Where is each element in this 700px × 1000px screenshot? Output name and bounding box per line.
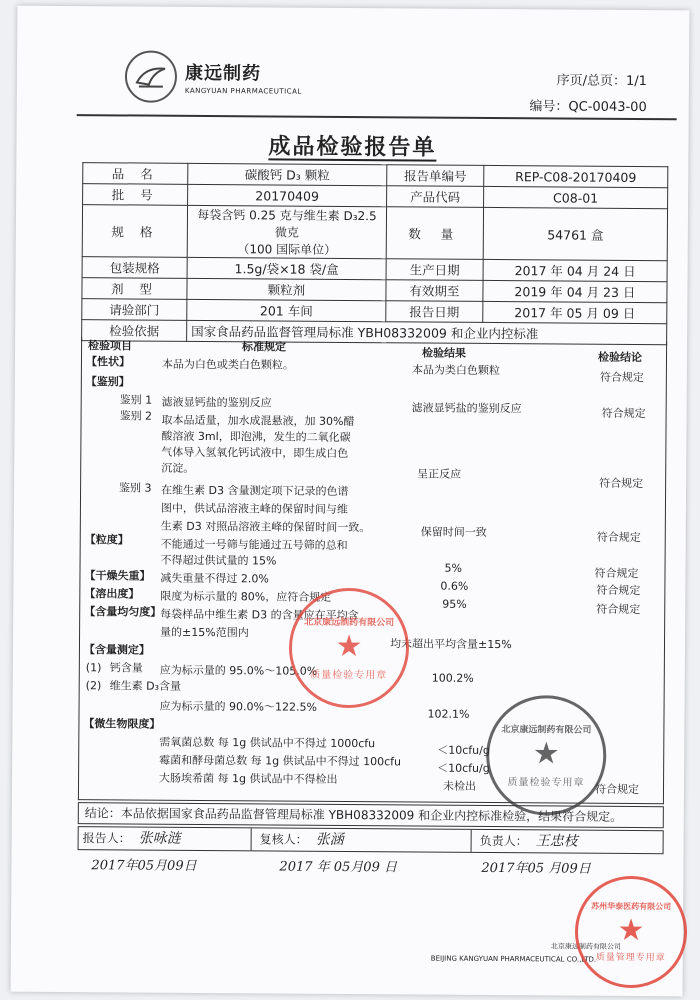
quality-seal-1	[289, 588, 410, 709]
item-wsw: 【微生物限度】	[83, 717, 161, 731]
page-number: 序页/总页：1/1	[556, 73, 647, 90]
wsw2-standard: 霉菌和酵母菌总数 每 1g 供试品中不得过 100cfu	[159, 753, 402, 769]
reporter-label: 报告人：	[82, 831, 131, 846]
star-icon: ★	[532, 736, 560, 772]
report-no-label: 报告单编号	[387, 165, 484, 187]
reviewer-date: 2017 年 05月09 日	[279, 859, 398, 876]
hljyd-result: 均未超出平均含量±15%	[389, 637, 512, 652]
manager-signature: 王忠枝	[535, 833, 578, 850]
jb3-standard-2: 图中，供试品溶液主峰的保留时间与维	[160, 501, 348, 516]
seal-1-top: 北京康远制药有限公司	[304, 617, 395, 629]
lidu-standard-1: 不能通过一号筛与能通过五号筛的总和	[160, 537, 348, 552]
report-page	[11, 6, 690, 997]
hl1-name: 钙含量	[109, 661, 143, 675]
hl2-no: (2)	[85, 679, 102, 693]
hl1-no: (1)	[85, 661, 102, 675]
item-jianbie: 【鉴别】	[85, 375, 130, 389]
reporter-date: 2017年05月09日	[91, 858, 197, 874]
gzsz-conclusion: 符合规定	[596, 583, 641, 598]
reviewer-cell	[251, 828, 344, 851]
jb1-result: 滤液显钙盐的鉴别反应	[411, 401, 522, 416]
reviewer-label: 复核人：	[259, 832, 308, 847]
quality-seal-3	[575, 876, 688, 989]
seal-2-top: 北京康远制药有限公司	[501, 725, 592, 736]
footer-company-cn: 北京康远制药有限公司	[550, 942, 621, 951]
spec-line-2: （100 国际单位）	[237, 242, 337, 257]
company-name: 康远制药	[184, 62, 262, 85]
header-result: 检验结果	[421, 346, 467, 360]
hljyd-standard-2: 量的±15%范围内	[160, 625, 249, 640]
star-icon: ★	[335, 628, 363, 665]
seal-3-bottom: 质量管理专用章	[595, 952, 666, 964]
header-item: 检验项目	[88, 339, 133, 353]
rcd-standard: 限度为标示量的 80%，应符合规定	[160, 589, 332, 604]
qty-label: 数 量	[386, 207, 483, 260]
hl1-standard: 应为标示量的 95.0%～105.0%	[159, 663, 318, 678]
exp-value: 2019 年 04 月 23 日	[483, 280, 667, 302]
form-label: 剂 型	[82, 278, 187, 300]
wsw2-result: ＜10cfu/g	[437, 761, 490, 775]
product-info-table	[81, 162, 668, 345]
report-no-value: REP-C08-20170409	[484, 165, 668, 187]
jb2-standard-3: 气体导入氢氧化钙试液中，即生成白色	[161, 445, 349, 460]
quality-seal-2	[486, 695, 607, 816]
pack-label: 包装规格	[82, 257, 187, 279]
jb3-result: 保留时间一致	[420, 525, 487, 539]
signature-row	[78, 826, 664, 854]
spec-line-1: 每袋含钙 0.25 克与维生素 D₃2.5 微克	[197, 207, 377, 240]
item-jb2: 鉴别 2	[119, 409, 153, 423]
hl2-standard: 应为标示量的 90.0%～122.5%	[159, 699, 317, 714]
lidu-standard-2: 不得超过供试量的 15%	[160, 553, 277, 568]
jb2-conclusion: 符合规定	[599, 476, 644, 491]
header-conclusion: 检验结论	[597, 350, 643, 365]
item-jb1: 鉴别 1	[119, 393, 153, 407]
batch-value: 20170409	[188, 184, 387, 206]
mfg-label: 生产日期	[386, 259, 483, 281]
seal-1-bottom: 质量检验专用章	[310, 669, 388, 682]
reviewer-signature: 张涵	[315, 831, 344, 848]
spec-label: 规 格	[82, 205, 187, 258]
manager-label: 负责人：	[479, 833, 528, 849]
mfg-value: 2017 年 04 月 24 日	[483, 259, 667, 281]
gzsz-result: 0.6%	[440, 579, 469, 593]
crane-icon	[135, 62, 167, 90]
exp-label: 有效期至	[386, 280, 483, 302]
basis-label: 检验依据	[82, 320, 187, 342]
pack-value: 1.5g/袋×18 袋/盒	[187, 257, 386, 279]
gzsz-standard: 减失重量不得过 2.0%	[160, 571, 269, 586]
seal-3-top: 苏州华泰医药有限公司	[591, 901, 672, 912]
product-label: 品 名	[83, 163, 188, 185]
jb3-standard-1: 在维生素 D3 含量测定项下记录的色谱	[161, 483, 349, 498]
hl1-result: 100.2%	[431, 671, 474, 685]
reporter-signature: 张咏涟	[138, 830, 181, 847]
wsw3-standard: 大肠埃希菌 每 1g 供试品中不得检出	[159, 771, 338, 786]
item-lidu: 【粒度】	[84, 533, 129, 547]
manager-date: 2017年05 月09日	[481, 860, 591, 877]
rcd-result: 95%	[442, 597, 467, 611]
company-logo	[125, 50, 177, 102]
xingzhuang-conclusion: 符合规定	[599, 370, 644, 385]
item-hljyd: 【含量均匀度】	[84, 605, 162, 619]
lidu-conclusion: 符合规定	[594, 566, 639, 581]
item-jb3: 鉴别 3	[119, 481, 152, 495]
header-rule	[77, 114, 677, 120]
rcd-conclusion: 符合规定	[596, 602, 641, 617]
report-date-label: 报告日期	[386, 301, 483, 323]
hl2-result: 102.1%	[427, 707, 470, 721]
report-date-value: 2017 年 05 月 09 日	[483, 301, 667, 323]
batch-label: 批 号	[83, 184, 188, 206]
jb2-standard-1: 取本品适量，加水成混悬液，加 30%醋	[161, 413, 355, 429]
jb3-standard-3: 生素 D3 对照品溶液主峰的保留时间一致。	[160, 519, 371, 535]
header-standard: 标准规定	[242, 340, 287, 354]
item-hlcd: 【含量测定】	[83, 643, 150, 657]
dept-value: 201 车间	[187, 299, 386, 321]
jb1-standard: 滤液显钙盐的鉴别反应	[161, 395, 272, 410]
wsw1-result: ＜10cfu/g	[437, 743, 490, 757]
spec-value	[187, 205, 386, 258]
reporter-cell	[83, 827, 181, 850]
item-rcd: 【溶出度】	[84, 587, 140, 601]
wsw1-standard: 需氧菌总数 每 1g 供试品中不得过 1000cfu	[159, 735, 376, 751]
wsw-conclusion: 符合规定	[594, 782, 640, 797]
xingzhuang-result: 本品为类白色颗粒	[411, 363, 500, 378]
jb2-standard-2: 酸溶液 3ml，即泡沸，发生的二氧化碳	[161, 429, 351, 445]
code-value: C08-01	[484, 186, 668, 208]
jb2-result: 呈正反应	[417, 467, 462, 481]
jb3-conclusion: 符合规定	[596, 530, 641, 545]
hljyd-standard-1: 每袋样品中维生素 D3 的含量应在平均含	[160, 607, 359, 623]
manager-cell	[471, 830, 578, 853]
qty-value: 54761 盒	[483, 207, 667, 260]
form-value: 颗粒剂	[187, 278, 386, 300]
wsw3-result: 未检出	[442, 779, 477, 793]
final-conclusion: 结论：本品依据国家食品药品监督管理局标准 YBH08332009 和企业内控标准检验，结果符合规定。	[78, 802, 664, 828]
basis-value: 国家食品药品监督管理局标准 YBH08332009 和企业内控标准	[187, 320, 667, 344]
company-name-en: KANGYUAN PHARMACEUTICAL	[184, 86, 302, 96]
star-icon: ★	[617, 912, 645, 949]
footer-company-en: BEIJING KANGYUAN PHARMACEUTICAL CO.,LTD.	[430, 954, 597, 964]
product-value: 碳酸钙 D₃ 颗粒	[188, 163, 387, 185]
report-title: 成品检验报告单	[268, 134, 437, 161]
jb2-standard-4: 沉淀。	[161, 461, 195, 475]
lidu-result: 5%	[444, 561, 463, 575]
item-xingzhuang: 【性状】	[85, 355, 131, 369]
seal-2-bottom: 质量检验专用章	[507, 777, 585, 789]
jb1-conclusion: 符合规定	[601, 406, 646, 421]
xingzhuang-standard: 本品为白色或类白色颗粒。	[161, 357, 294, 372]
hl2-name: 维生素 D₃含量	[109, 679, 182, 693]
dept-label: 请验部门	[82, 299, 187, 321]
code-label: 产品代码	[387, 186, 484, 208]
item-gzsz: 【干燥失重】	[84, 569, 151, 583]
document-code: 编号：QC-0043-00	[529, 99, 647, 116]
